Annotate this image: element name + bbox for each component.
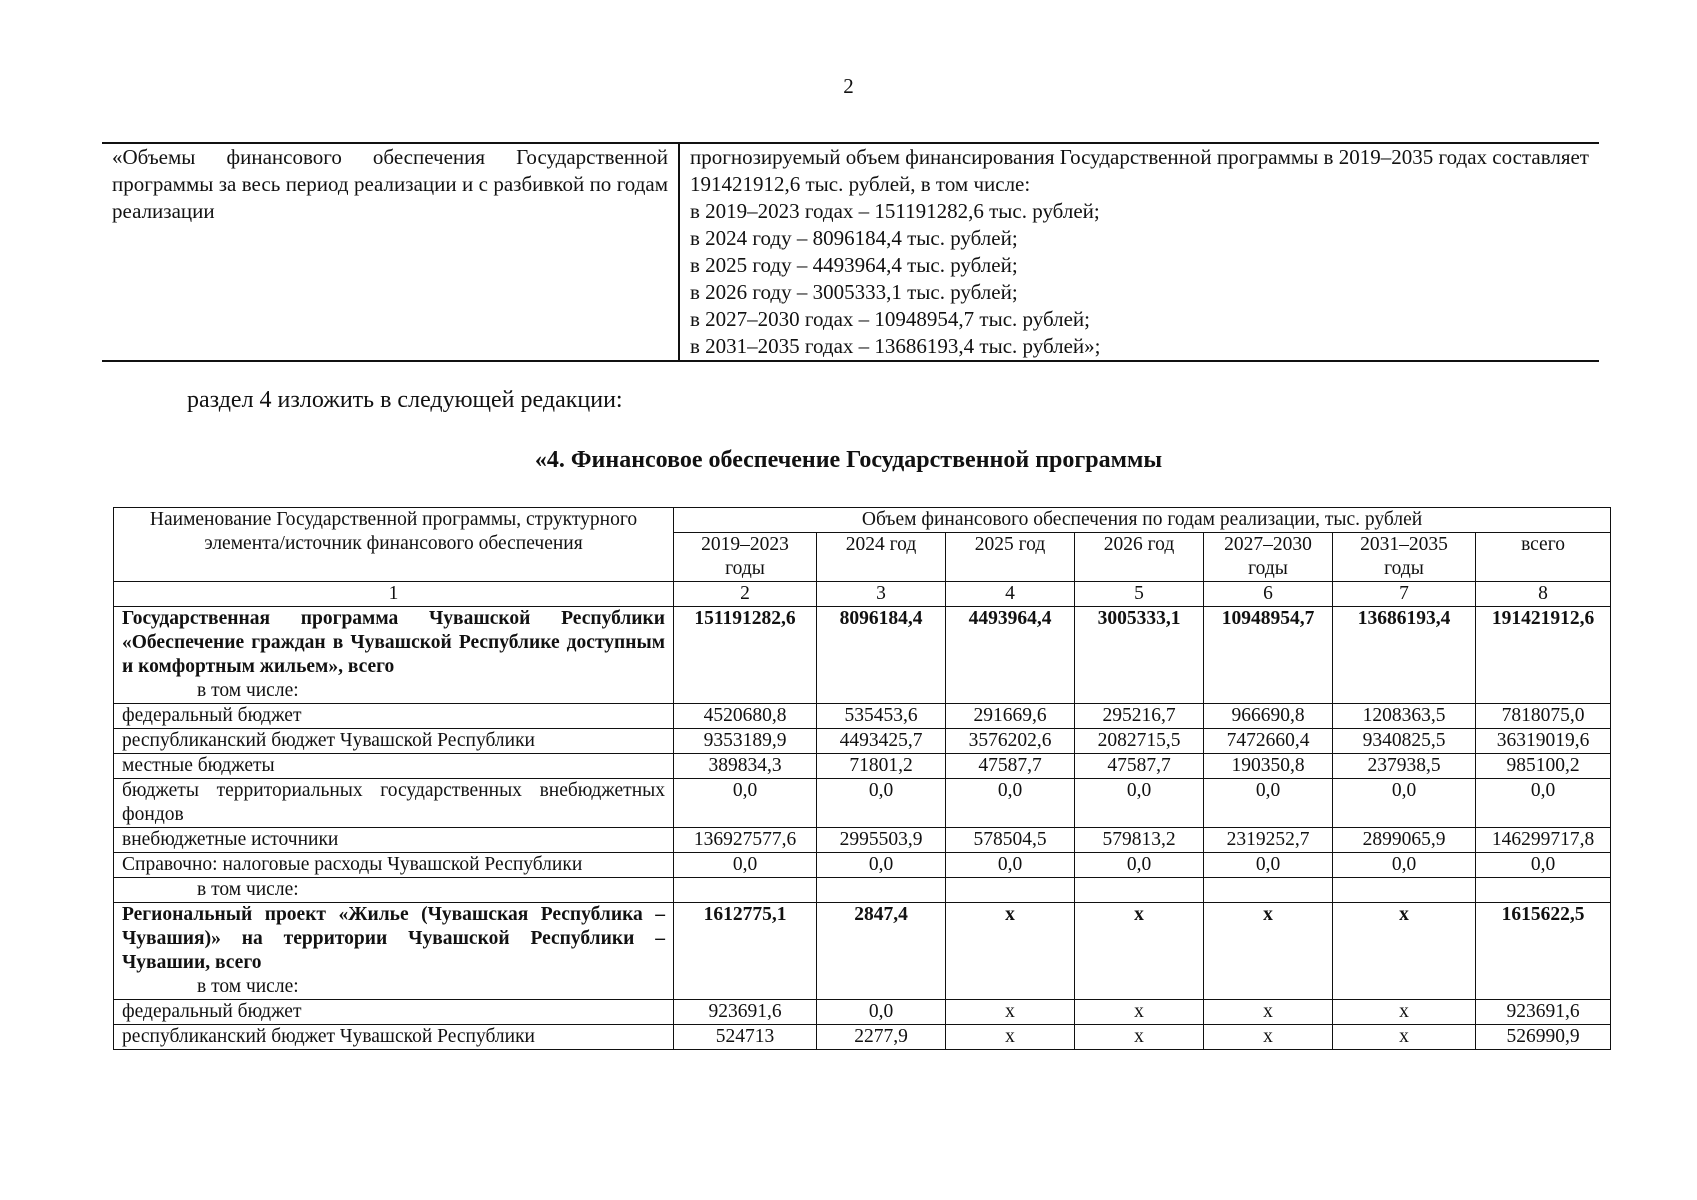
year-header: 2026 год (1075, 533, 1204, 582)
value-cell: 47587,7 (1075, 754, 1204, 779)
column-number: 2 (674, 582, 817, 607)
column-number: 3 (817, 582, 946, 607)
year-header: 2027–2030 годы (1204, 533, 1333, 582)
value-cell: 8096184,4 (817, 607, 946, 704)
row-name (114, 878, 674, 903)
value-cell (1204, 878, 1333, 903)
table-row (114, 729, 1611, 754)
value-cell: 190350,8 (1204, 754, 1333, 779)
passport-line: в 2019–2023 годах – 151191282,6 тыс. рублей; (690, 199, 1100, 223)
value-cell: 0,0 (946, 779, 1075, 828)
in-total-label: в том числе: (197, 680, 299, 701)
passport-table (102, 142, 1599, 362)
passport-left-cell: «Объемы финансового обеспечения Государственной программы за весь период реализации и с разбивкой по годам реализации (102, 143, 679, 361)
row-name (114, 903, 674, 1000)
value-cell: х (1333, 1025, 1476, 1050)
value-cell: 1615622,5 (1476, 903, 1611, 1000)
value-cell: 985100,2 (1476, 754, 1611, 779)
value-cell (946, 878, 1075, 903)
value-cell: 4493964,4 (946, 607, 1075, 704)
passport-line: в 2026 году – 3005333,1 тыс. рублей; (690, 280, 1018, 304)
value-cell: 237938,5 (1333, 754, 1476, 779)
value-cell: 36319019,6 (1476, 729, 1611, 754)
row-name: федеральный бюджет (114, 1000, 674, 1025)
instruction-text: раздел 4 изложить в следующей редакции: (187, 387, 623, 413)
passport-line: в 2027–2030 годах – 10948954,7 тыс. рублей; (690, 307, 1090, 331)
value-cell: 0,0 (817, 779, 946, 828)
row-name: республиканский бюджет Чувашской Республики (114, 729, 674, 754)
value-cell: 0,0 (1333, 779, 1476, 828)
table-row (114, 754, 1611, 779)
value-cell (1476, 878, 1611, 903)
page-number: 2 (843, 74, 854, 98)
table-row (114, 1025, 1611, 1050)
value-cell: 0,0 (1476, 853, 1611, 878)
value-cell: х (946, 903, 1075, 1000)
value-cell: 146299717,8 (1476, 828, 1611, 853)
passport-line: в 2024 году – 8096184,4 тыс. рублей; (690, 226, 1018, 250)
passport-right-cell (679, 143, 1599, 361)
value-cell: х (1075, 1000, 1204, 1025)
row-name: республиканский бюджет Чувашской Республики (114, 1025, 674, 1050)
value-cell: 1208363,5 (1333, 704, 1476, 729)
value-cell: 3005333,1 (1075, 607, 1204, 704)
value-cell: 966690,8 (1204, 704, 1333, 729)
value-cell: х (1204, 903, 1333, 1000)
total-header: всего (1476, 533, 1611, 582)
column-number: 7 (1333, 582, 1476, 607)
passport-row (102, 143, 1599, 361)
value-cell: х (1075, 1025, 1204, 1050)
row-name: Справочно: налоговые расходы Чувашской Республики (114, 853, 674, 878)
value-cell: 4520680,8 (674, 704, 817, 729)
value-cell: 0,0 (817, 1000, 946, 1025)
value-cell (1333, 878, 1476, 903)
table-row (114, 1000, 1611, 1025)
row-name (114, 607, 674, 704)
year-header: 2031–2035 годы (1333, 533, 1476, 582)
value-cell: х (1075, 903, 1204, 1000)
value-cell: 7818075,0 (1476, 704, 1611, 729)
row-name: федеральный бюджет (114, 704, 674, 729)
value-cell: 4493425,7 (817, 729, 946, 754)
column-number: 1 (114, 582, 674, 607)
value-cell: 0,0 (1075, 853, 1204, 878)
value-cell: 0,0 (1476, 779, 1611, 828)
volume-header: Объем финансового обеспечения по годам реализации, тыс. рублей (674, 508, 1611, 533)
value-cell: 2277,9 (817, 1025, 946, 1050)
value-cell: 191421912,6 (1476, 607, 1611, 704)
row-name: бюджеты территориальных государственных внебюджетных фондов (114, 779, 674, 828)
passport-line: в 2025 году – 4493964,4 тыс. рублей; (690, 253, 1018, 277)
passport-line: прогнозируемый объем финансирования Государственной программы в 2019–2035 годах составляет 191421912,6 тыс. рублей, в том числе: (690, 145, 1589, 196)
value-cell: 524713 (674, 1025, 817, 1050)
value-cell: 47587,7 (946, 754, 1075, 779)
value-cell: 389834,3 (674, 754, 817, 779)
value-cell: 0,0 (1204, 779, 1333, 828)
column-number-row (114, 582, 1611, 607)
passport-line: в 2031–2035 годах – 13686193,4 тыс. рублей»; (690, 334, 1101, 358)
in-total-label: в том числе: (197, 976, 299, 997)
table-row (114, 779, 1611, 828)
value-cell: х (1204, 1025, 1333, 1050)
value-cell: 535453,6 (817, 704, 946, 729)
value-cell: 291669,6 (946, 704, 1075, 729)
value-cell: 151191282,6 (674, 607, 817, 704)
in-total-label: в том числе: (197, 879, 299, 900)
value-cell: х (946, 1025, 1075, 1050)
value-cell: х (1333, 903, 1476, 1000)
row-name-text: Региональный проект «Жилье (Чувашская Республика – Чувашия)» на территории Чувашской Республики – Чувашии, всего (122, 904, 665, 973)
value-cell: 295216,7 (1075, 704, 1204, 729)
table-row (114, 704, 1611, 729)
value-cell: 7472660,4 (1204, 729, 1333, 754)
value-cell (674, 878, 817, 903)
name-header: Наименование Государственной программы, структурного элемента/источник финансового обеспечения (114, 508, 674, 582)
value-cell: 526990,9 (1476, 1025, 1611, 1050)
value-cell: х (1333, 1000, 1476, 1025)
value-cell: 923691,6 (674, 1000, 817, 1025)
value-cell: 579813,2 (1075, 828, 1204, 853)
value-cell (1075, 878, 1204, 903)
table-row (114, 903, 1611, 1000)
year-header: 2025 год (946, 533, 1075, 582)
column-number: 5 (1075, 582, 1204, 607)
value-cell: х (1204, 1000, 1333, 1025)
table-row (114, 607, 1611, 704)
table-row (114, 853, 1611, 878)
value-cell: 3576202,6 (946, 729, 1075, 754)
value-cell (817, 878, 946, 903)
value-cell: 0,0 (1204, 853, 1333, 878)
value-cell: 578504,5 (946, 828, 1075, 853)
column-number: 6 (1204, 582, 1333, 607)
section-title: «4. Финансовое обеспечение Государственной программы (534, 447, 1163, 473)
value-cell: 2995503,9 (817, 828, 946, 853)
table-row (114, 828, 1611, 853)
value-cell: 136927577,6 (674, 828, 817, 853)
value-cell: 0,0 (1333, 853, 1476, 878)
value-cell: 2319252,7 (1204, 828, 1333, 853)
year-header: 2019–2023 годы (674, 533, 817, 582)
value-cell: 71801,2 (817, 754, 946, 779)
value-cell: 10948954,7 (1204, 607, 1333, 704)
value-cell: 0,0 (1075, 779, 1204, 828)
value-cell: 0,0 (674, 779, 817, 828)
value-cell: х (946, 1000, 1075, 1025)
column-number: 8 (1476, 582, 1611, 607)
row-name-text: Государственная программа Чувашской Республики «Обеспечение граждан в Чувашской Республике доступным и комфортным жильем», всего (122, 608, 665, 677)
row-name: внебюджетные источники (114, 828, 674, 853)
value-cell: 0,0 (817, 853, 946, 878)
value-cell: 1612775,1 (674, 903, 817, 1000)
value-cell: 2082715,5 (1075, 729, 1204, 754)
value-cell: 13686193,4 (1333, 607, 1476, 704)
value-cell: 2899065,9 (1333, 828, 1476, 853)
header-row (114, 508, 1611, 533)
value-cell: 0,0 (946, 853, 1075, 878)
value-cell: 0,0 (674, 853, 817, 878)
row-name: местные бюджеты (114, 754, 674, 779)
value-cell: 9353189,9 (674, 729, 817, 754)
value-cell: 9340825,5 (1333, 729, 1476, 754)
table-row (114, 878, 1611, 903)
year-header: 2024 год (817, 533, 946, 582)
value-cell: 923691,6 (1476, 1000, 1611, 1025)
financing-table (113, 507, 1611, 1050)
column-number: 4 (946, 582, 1075, 607)
value-cell: 2847,4 (817, 903, 946, 1000)
